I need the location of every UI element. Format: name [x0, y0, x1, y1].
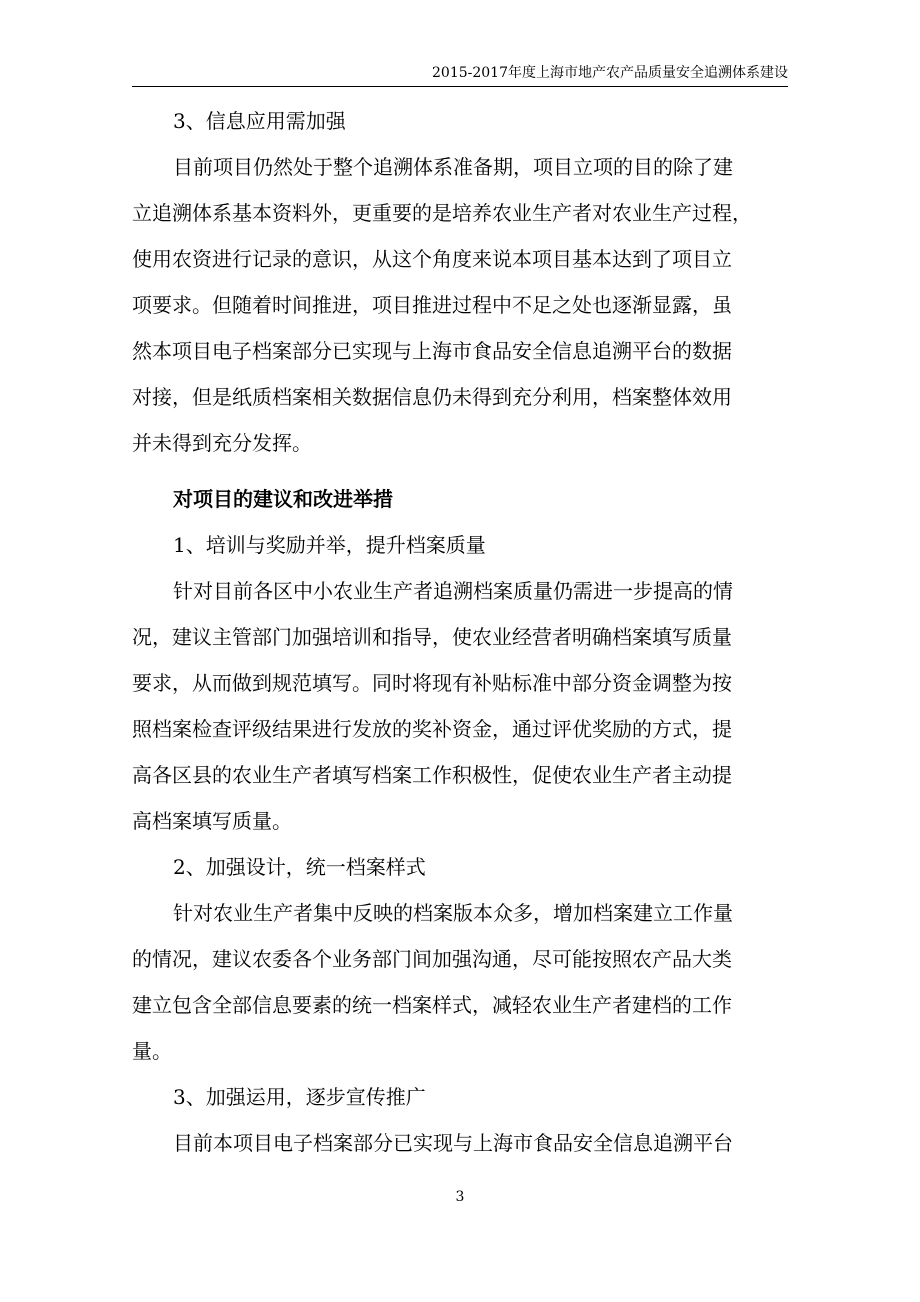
paragraph-line: 然本项目电子档案部分已实现与上海市食品安全信息追溯平台的数据 — [132, 339, 732, 363]
paragraph-gap — [132, 466, 790, 476]
paragraph-line: 使用农资进行记录的意识，从这个角度来说本项目基本达到了项目立 — [132, 247, 732, 271]
paragraph-line: 建立包含全部信息要素的统一档案样式，减轻农业生产者建档的工作 — [132, 993, 732, 1017]
subsection-heading: 2、加强设计，统一档案样式 — [173, 855, 426, 879]
paragraph-line: 目前项目仍然处于整个追溯体系准备期，项目立项的目的除了建 — [173, 155, 733, 179]
paragraph-line: 目前本项目电子档案部分已实现与上海市食品安全信息追溯平台 — [173, 1131, 733, 1155]
paragraph-line: 针对目前各区中小农业生产者追溯档案质量仍需进一步提高的情 — [173, 579, 733, 603]
paragraph-line: 况，建议主管部门加强培训和指导，使农业经营者明确档案填写质量 — [132, 625, 732, 649]
document-body — [132, 98, 790, 1166]
header-divider — [132, 86, 788, 87]
paragraph-line: 针对农业生产者集中反映的档案版本众多，增加档案建立工作量 — [173, 901, 733, 925]
paragraph-line: 立追溯体系基本资料外，更重要的是培养农业生产者对农业生产过程， — [132, 201, 752, 225]
paragraph-line: 照档案检查评级结果进行发放的奖补资金，通过评优奖励的方式，提 — [132, 717, 732, 741]
paragraph-line: 的情况，建议农委各个业务部门间加强沟通，尽可能按照农产品大类 — [132, 947, 732, 971]
running-header: 2015-2017年度上海市地产农产品质量安全追溯体系建设 — [432, 65, 788, 81]
bold-section-heading: 对项目的建议和改进举措 — [173, 487, 393, 511]
paragraph-line: 要求，从而做到规范填写。同时将现有补贴标准中部分资金调整为按 — [132, 671, 732, 695]
subsection-heading: 1、培训与奖励并举，提升档案质量 — [173, 533, 486, 557]
paragraph-line: 并未得到充分发挥。 — [132, 431, 312, 455]
paragraph-line: 项要求。但随着时间推进，项目推进过程中不足之处也逐渐显露，虽 — [132, 293, 732, 317]
subsection-heading: 3、加强运用，逐步宣传推广 — [173, 1085, 426, 1109]
paragraph-line: 高档案填写质量。 — [132, 809, 292, 833]
paragraph-line: 高各区县的农业生产者填写档案工作积极性，促使农业生产者主动提 — [132, 763, 732, 787]
paragraph-line: 量。 — [132, 1039, 172, 1063]
paragraph-line: 对接，但是纸质档案相关数据信息仍未得到充分利用，档案整体效用 — [132, 385, 732, 409]
page-number: 3 — [455, 1189, 465, 1205]
section-heading: 3、信息应用需加强 — [173, 109, 346, 133]
